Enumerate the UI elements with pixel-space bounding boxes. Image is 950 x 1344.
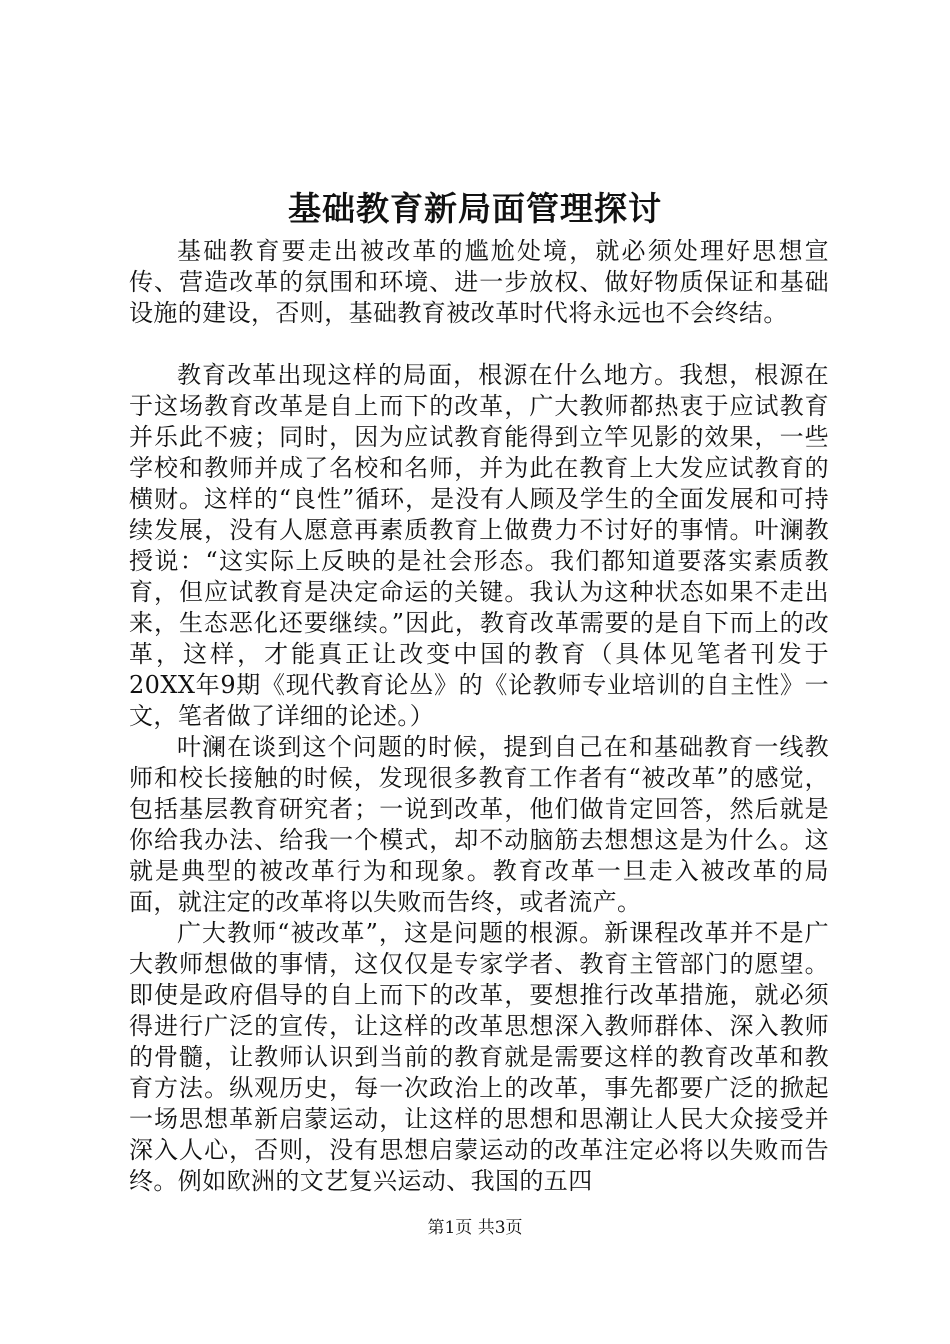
document-title: 基础教育新局面管理探讨	[288, 189, 662, 228]
page-indicator: 第1页 共3页	[427, 1218, 523, 1238]
paragraph-4: 广大教师“被改革”，这是问题的根源。新课程改革并不是广大教师想做的事情，这仅仅是专家学者、教育主管部门的愿望。即使是政府倡导的自上而下的改革，要想推行改革措施，就必须得进行广泛的宣传，让这样的改革思想深入教师群体、深入教师的骨髓，让教师认识到当前的教育就是需要这样的教育改革和教育方法。纵观历史，每一次政治上的改革，事先都要广泛的掀起一场思想革新启蒙运动，让这样的思想和思潮让人民大众接受并深入人心，否则，没有思想启蒙运动的改革注定必将以失败而告终。例如欧洲的文艺复兴运动、我国的五四	[129, 919, 829, 1195]
document-body	[129, 236, 829, 1197]
page-footer	[0, 1216, 950, 1240]
paragraph-3: 叶澜在谈到这个问题的时候，提到自己在和基础教育一线教师和校长接触的时候，发现很多教育工作者有“被改革”的感觉，包括基层教育研究者；一说到改革，他们做肯定回答，然后就是你给我办法、给我一个模式，却不动脑筋去想想这是为什么。这就是典型的被改革行为和现象。教育改革一旦走入被改革的局面，就注定的改革将以失败而告终，或者流产。	[129, 733, 829, 916]
paragraph-2: 教育改革出现这样的局面，根源在什么地方。我想，根源在于这场教育改革是自上而下的改革，广大教师都热衷于应试教育并乐此不疲；同时，因为应试教育能得到立竿见影的效果，一些学校和教师并成了名校和名师，并为此在教育上大发应试教育的横财。这样的“良性”循环，是没有人顾及学生的全面发展和可持续发展，没有人愿意再素质教育上做费力不讨好的事情。叶澜教授说：“这实际上反映的是社会形态。我们都知道要落实素质教育，但应试教育是决定命运的关键。我认为这种状态如果不走出来，生态恶化还要继续。”因此，教育改革需要的是自下而上的改革，这样，才能真正让改变中国的教育（具体见笔者刊发于20XX年9期《现代教育论丛》的《论教师专业培训的自主性》一文，笔者做了详细的论述。）	[129, 361, 829, 730]
paragraph-1: 基础教育要走出被改革的尴尬处境，就必须处理好思想宣传、营造改革的氛围和环境、进一步放权、做好物质保证和基础设施的建设，否则，基础教育被改革时代将永远也不会终结。	[129, 237, 829, 327]
